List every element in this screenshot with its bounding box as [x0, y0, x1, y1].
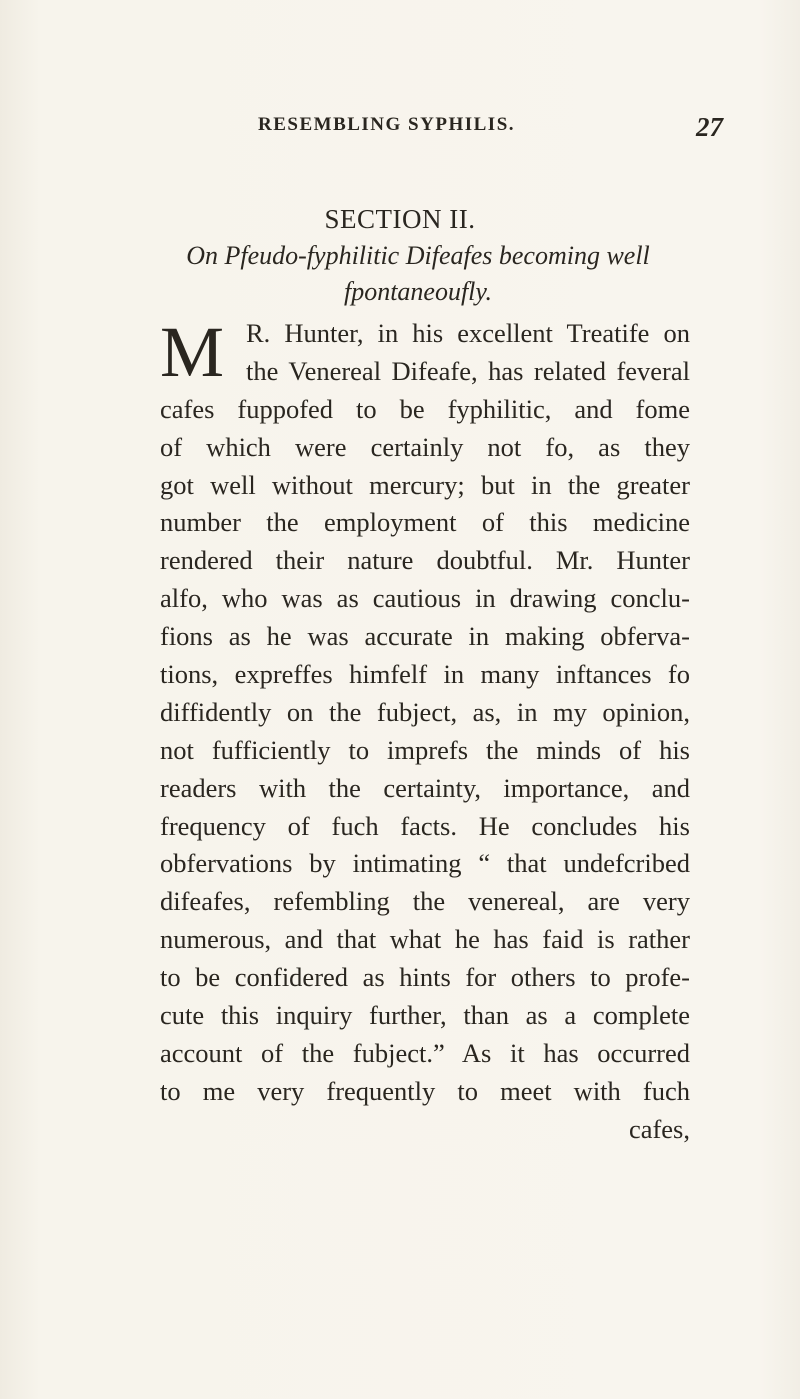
text-line: rendered their nature doubtful. Mr. Hunter — [160, 545, 690, 576]
text-line: of which were certainly not fo, as they — [160, 431, 690, 462]
text-line: number the employment of this medicine — [160, 507, 690, 538]
text-line: difeafes, refembling the venereal, are very — [160, 886, 690, 917]
text-line: tions, expreffes himfelf in many inftances fo — [160, 659, 690, 690]
text-line: R. Hunter, in his excellent Treatife on — [246, 318, 690, 348]
text-line: account of the fubject.” As it has occurred — [160, 1037, 690, 1068]
text-line: got well without mercury; but in the greater — [160, 469, 690, 500]
text-line: fions as he was accurate in making obferva- — [160, 621, 690, 652]
body-paragraph — [160, 312, 690, 1149]
running-head — [0, 112, 800, 142]
text-line: readers with the certainty, importance, and — [160, 772, 690, 803]
text-line: cute this inquiry further, than as a complete — [160, 1000, 690, 1031]
running-title: RESEMBLING SYPHILIS. — [258, 114, 516, 135]
section-heading: SECTION II. — [324, 204, 476, 234]
text-line: cafes fuppofed to be fyphilitic, and fome — [160, 393, 690, 424]
text-line: numerous, and that what he has faid is rather — [160, 924, 690, 955]
text-line: to be confidered as hints for others to profe- — [160, 962, 690, 993]
text-line: diffidently on the fubject, as, in my opinion, — [160, 696, 690, 727]
text-line: frequency of fuch facts. He concludes his — [160, 810, 690, 841]
text-line: the Venereal Difeafe, has related feveral — [246, 355, 690, 386]
text-line: obfervations by intimating “ that undefcribed — [160, 848, 690, 879]
text-line: cafes, — [628, 1113, 690, 1144]
text-line: not fufficiently to imprefs the minds of his — [160, 734, 690, 765]
section-subtitle: On Pfeudo-fyphilitic Difeafes becoming well fpontaneoufly. — [186, 241, 650, 306]
drop-cap: M — [160, 312, 223, 392]
page-number: 27 — [696, 112, 723, 142]
text-line: alfo, who was as cautious in drawing conclu- — [160, 583, 690, 614]
text-line: to me very frequently to meet with fuch — [160, 1075, 690, 1106]
